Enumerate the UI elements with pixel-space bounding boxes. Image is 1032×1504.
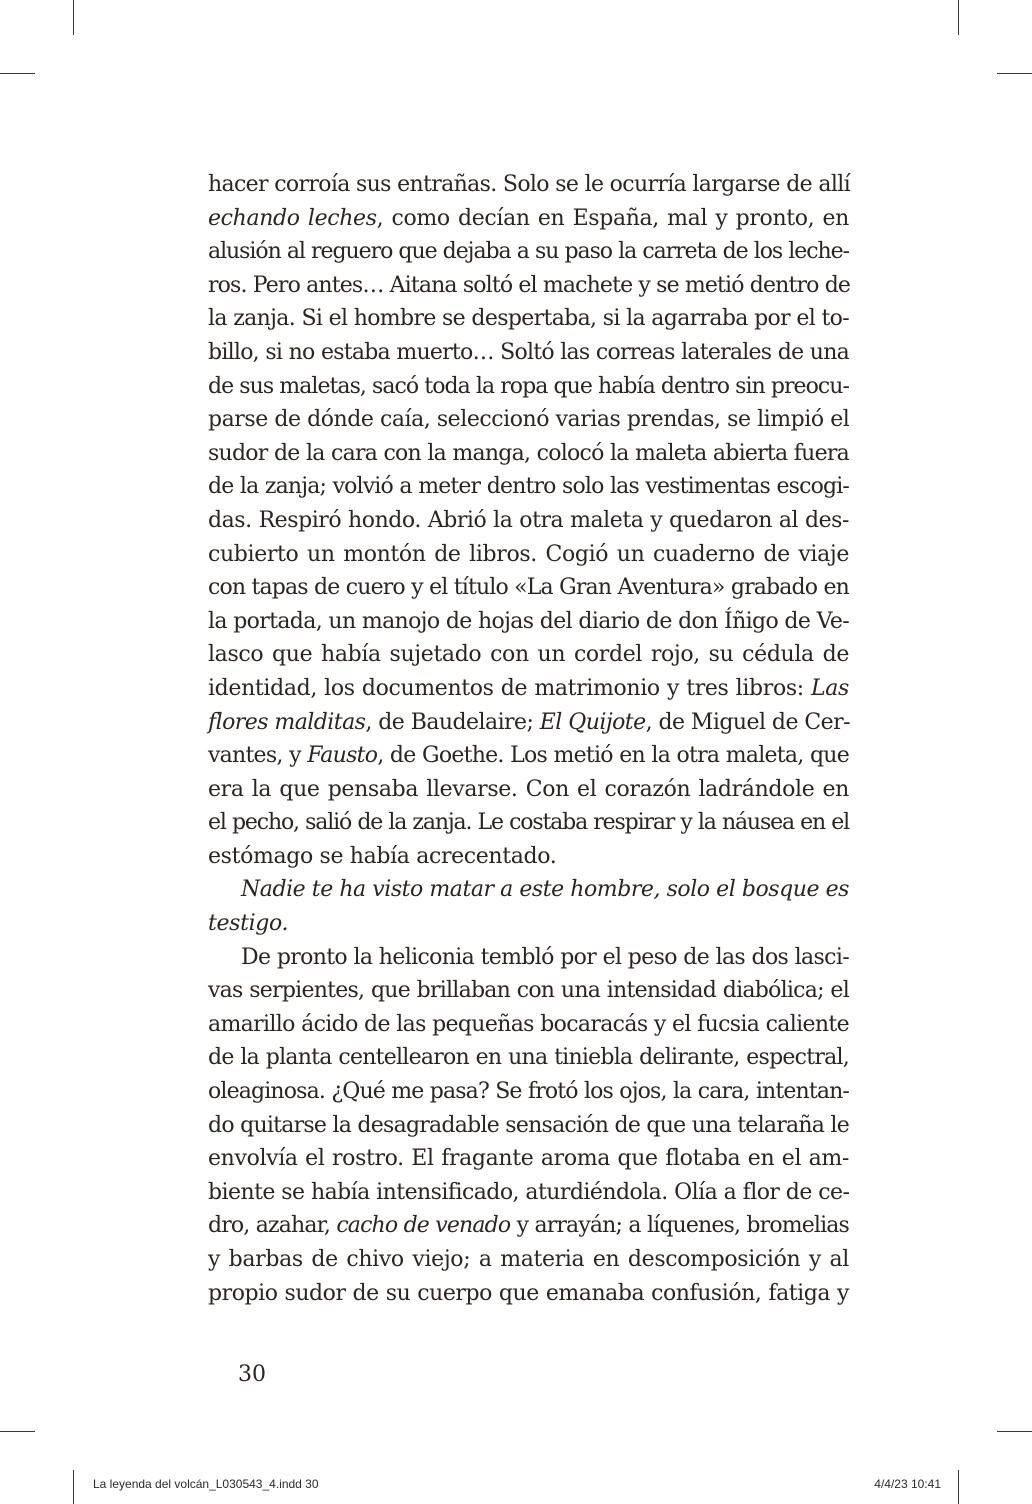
text-line	[208, 235, 849, 269]
page-number: 30	[238, 1362, 266, 1387]
text-line	[208, 202, 849, 236]
text-line	[208, 370, 849, 404]
text-run: de la planta centellearon en una tiniebla delirante, espectral,	[208, 1045, 849, 1071]
crop-mark	[958, 1470, 959, 1504]
text-line	[208, 1243, 849, 1277]
text-line	[208, 907, 849, 941]
crop-mark	[0, 1431, 35, 1432]
italic-text: flores malditas	[208, 709, 366, 735]
crop-mark	[73, 1470, 74, 1504]
text-run: la portada, un manojo de hojas del diario de don Íñigo de Ve-	[208, 608, 849, 634]
text-run: envolvía el rostro. El fragante aroma que flotaba en el am-	[208, 1146, 849, 1172]
text-line	[208, 538, 849, 572]
text-run: , de Miguel de Cer-	[645, 709, 850, 735]
text-line	[208, 1176, 849, 1210]
text-line	[208, 974, 849, 1008]
text-run: oleaginosa. ¿Qué me pasa? Se frotó los ojos, la cara, intentan-	[208, 1079, 849, 1105]
text-line	[208, 470, 849, 504]
italic-text: Fausto	[307, 743, 378, 769]
text-run: identidad, los documentos de matrimonio y tres libros:	[208, 675, 812, 701]
text-line	[208, 672, 849, 706]
text-run: con tapas de cuero y el título «La Gran Aventura» grabado en	[208, 575, 849, 601]
text-line	[208, 638, 849, 672]
text-line	[208, 1075, 849, 1109]
italic-text: Nadie te ha visto matar a este hombre, solo el bosque es	[241, 877, 849, 903]
text-line	[208, 1041, 849, 1075]
body-text	[208, 168, 849, 1310]
text-line	[208, 168, 849, 202]
text-run: estómago se había acrecentado.	[208, 843, 557, 869]
slug-date: 4/4/23 10:41	[874, 1477, 941, 1491]
text-line	[208, 806, 849, 840]
crop-mark	[997, 73, 1032, 74]
text-run: De pronto la heliconia tembló por el peso de las dos lasci-	[241, 944, 849, 970]
text-line	[208, 840, 849, 874]
text-run: la zanja. Si el hombre se despertaba, si la agarraba por el to-	[208, 306, 850, 332]
italic-text: cacho de venado	[336, 1213, 511, 1239]
text-line	[208, 605, 849, 639]
italic-text: echando leches	[208, 205, 377, 231]
text-run: hacer corroía sus entrañas. Solo se le ocurría largarse de allí	[208, 172, 851, 197]
text-run: de la zanja; volvió a meter dentro solo las vestimentas escogi-	[208, 474, 849, 500]
text-run: dro, azahar,	[208, 1213, 337, 1239]
text-run: billo, si no estaba muerto… Soltó las correas laterales de una	[208, 339, 849, 365]
crop-mark	[958, 0, 959, 35]
text-run: , como decían en España, mal y pronto, en	[376, 205, 849, 231]
crop-mark	[0, 73, 35, 74]
text-run: parse de dónde caía, seleccionó varias prendas, se limpió el	[208, 407, 850, 433]
text-run: ros. Pero antes… Aitana soltó el machete y se metió dentro de	[208, 272, 851, 298]
italic-text: testigo.	[208, 911, 289, 937]
text-line	[208, 773, 849, 807]
slug-filename: La leyenda del volcán_L030543_4.indd 30	[93, 1477, 319, 1491]
text-line	[208, 1209, 849, 1243]
italic-text: Las	[811, 675, 849, 701]
crop-mark	[997, 1431, 1032, 1432]
text-line	[208, 437, 849, 471]
text-run: alusión al reguero que dejaba a su paso la carreta de los leche-	[208, 239, 849, 265]
text-run: do quitarse la desagradable sensación de que una telaraña le	[208, 1112, 849, 1138]
text-line	[208, 1142, 849, 1176]
text-run: lasco que había sujetado con un cordel rojo, su cédula de	[208, 642, 849, 668]
text-line	[208, 302, 849, 336]
text-line	[208, 269, 849, 303]
text-run: amarillo ácido de las pequeñas bocaracás y el fucsia caliente	[208, 1011, 849, 1037]
italic-text: El Quijote	[539, 709, 646, 735]
text-run: era la que pensaba llevarse. Con el corazón ladrándole en	[208, 776, 849, 802]
text-line	[208, 1109, 849, 1143]
text-run: , de Goethe. Los metió en la otra maleta, que	[377, 743, 849, 769]
text-run: das. Respiró hondo. Abrió la otra maleta y quedaron al des-	[208, 507, 849, 533]
text-line	[208, 873, 849, 907]
text-run: biente se había intensificado, aturdiéndola. Olía a flor de ce-	[208, 1179, 850, 1205]
text-line	[208, 739, 849, 773]
text-run: vantes, y	[208, 743, 308, 769]
text-run: el pecho, salió de la zanja. Le costaba respirar y la náusea en el	[208, 810, 849, 836]
text-run: y barbas de chivo viejo; a materia en descomposición y al	[208, 1247, 849, 1272]
text-run: , de Baudelaire;	[365, 709, 540, 735]
text-line	[208, 1008, 849, 1042]
text-run: propio sudor de su cuerpo que emanaba confusión, fatiga y	[208, 1280, 849, 1306]
text-line	[208, 403, 849, 437]
text-run: de sus maletas, sacó toda la ropa que había dentro sin preocu-	[208, 373, 849, 399]
text-line	[208, 706, 849, 740]
text-run: vas serpientes, que brillaban con una intensidad diabólica; el	[208, 978, 849, 1004]
text-line	[208, 504, 849, 538]
text-run: y arrayán; a líquenes, bromelias	[510, 1213, 849, 1239]
text-line	[208, 336, 849, 370]
text-line	[208, 1277, 849, 1311]
text-line	[208, 571, 849, 605]
text-line	[208, 941, 849, 975]
crop-mark	[73, 0, 74, 35]
text-run: cubierto un montón de libros. Cogió un cuaderno de viaje	[208, 541, 849, 567]
text-run: sudor de la cara con la manga, colocó la maleta abierta fuera	[208, 440, 849, 466]
